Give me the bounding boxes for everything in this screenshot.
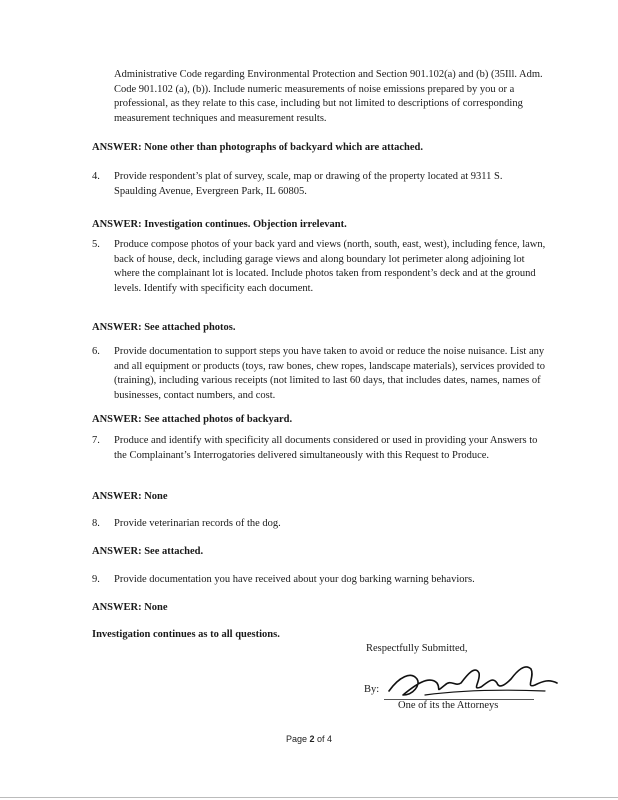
request-3-continuation: Administrative Code regarding Environmental Protection and Section 901.102(a) and (b) (35Ill. Adm. Code 901.102 (a), (b)). Include numeric measurements of noise emissions prepared by you or a professional, as they relate to this case, including but not limited to descriptions of corresponding measurement techniques and measurement results.	[114, 69, 543, 124]
signer-role: One of its the Attorneys	[398, 700, 499, 711]
request-number: 6.	[92, 346, 100, 357]
bottom-scan-edge	[0, 797, 618, 798]
respectfully-submitted: Respectfully Submitted,	[366, 643, 468, 654]
answer-5: ANSWER: See attached photos.	[92, 322, 236, 333]
request-number: 7.	[92, 435, 100, 446]
request-item-4	[92, 170, 546, 199]
page-total: 4	[327, 734, 333, 744]
request-text: Provide documentation to support steps you have taken to avoid or reduce the noise nuisance. List any and all equipment or products (toys, raw bones, chew ropes, landscape materials), services provided to (training), including various receipts (not limited to last 60 days, that includes dates, names, names of businesses, contact numbers, and cost.	[114, 346, 545, 401]
of-word: of	[317, 734, 325, 744]
request-text: Provide documentation you have received about your dog barking warning behaviors.	[114, 574, 475, 585]
request-item-7	[92, 434, 546, 463]
answer-8: ANSWER: See attached.	[92, 546, 204, 557]
answer-4: ANSWER: Investigation continues. Objection irrelevant.	[92, 219, 347, 230]
request-text: Provide respondent’s plat of survey, scale, map or drawing of the property located at 9311 S. Spaulding Avenue, Evergreen Park, IL 60805.	[114, 171, 503, 197]
handwritten-signature-image	[385, 655, 565, 705]
request-number: 9.	[92, 574, 100, 585]
closing-note: Investigation continues as to all questions.	[92, 629, 280, 640]
request-text: Provide veterinarian records of the dog.	[114, 518, 281, 529]
request-text: Produce compose photos of your back yard and views (north, south, east, west), including fence, lawn, back of house, deck, including garage views and along boundary lot perimeter along adjoining lot where the complainant lot is located. Include photos taken from respondent’s deck and at the ground levels. Identify with specificity each document.	[114, 239, 546, 294]
request-item-8	[92, 517, 546, 532]
answer-7: ANSWER: None	[92, 491, 168, 502]
page-footer	[0, 734, 618, 744]
request-number: 4.	[92, 171, 100, 182]
by-label: By:	[364, 684, 380, 695]
page-word: Page	[285, 734, 307, 744]
request-number: 8.	[92, 518, 100, 529]
answer-3: ANSWER: None other than photographs of backyard which are attached.	[92, 142, 423, 153]
request-item-9	[92, 573, 546, 588]
request-item-6	[92, 345, 546, 403]
answer-9: ANSWER: None	[92, 602, 168, 613]
answer-6: ANSWER: See attached photos of backyard.	[92, 414, 293, 425]
request-text: Produce and identify with specificity all documents considered or used in providing your Answers to the Complainant’s Interrogatories delivered simultaneously with this Request to Produce.	[114, 435, 538, 461]
request-item-5	[92, 238, 546, 296]
page-number: 2	[309, 734, 315, 744]
request-number: 5.	[92, 239, 100, 250]
